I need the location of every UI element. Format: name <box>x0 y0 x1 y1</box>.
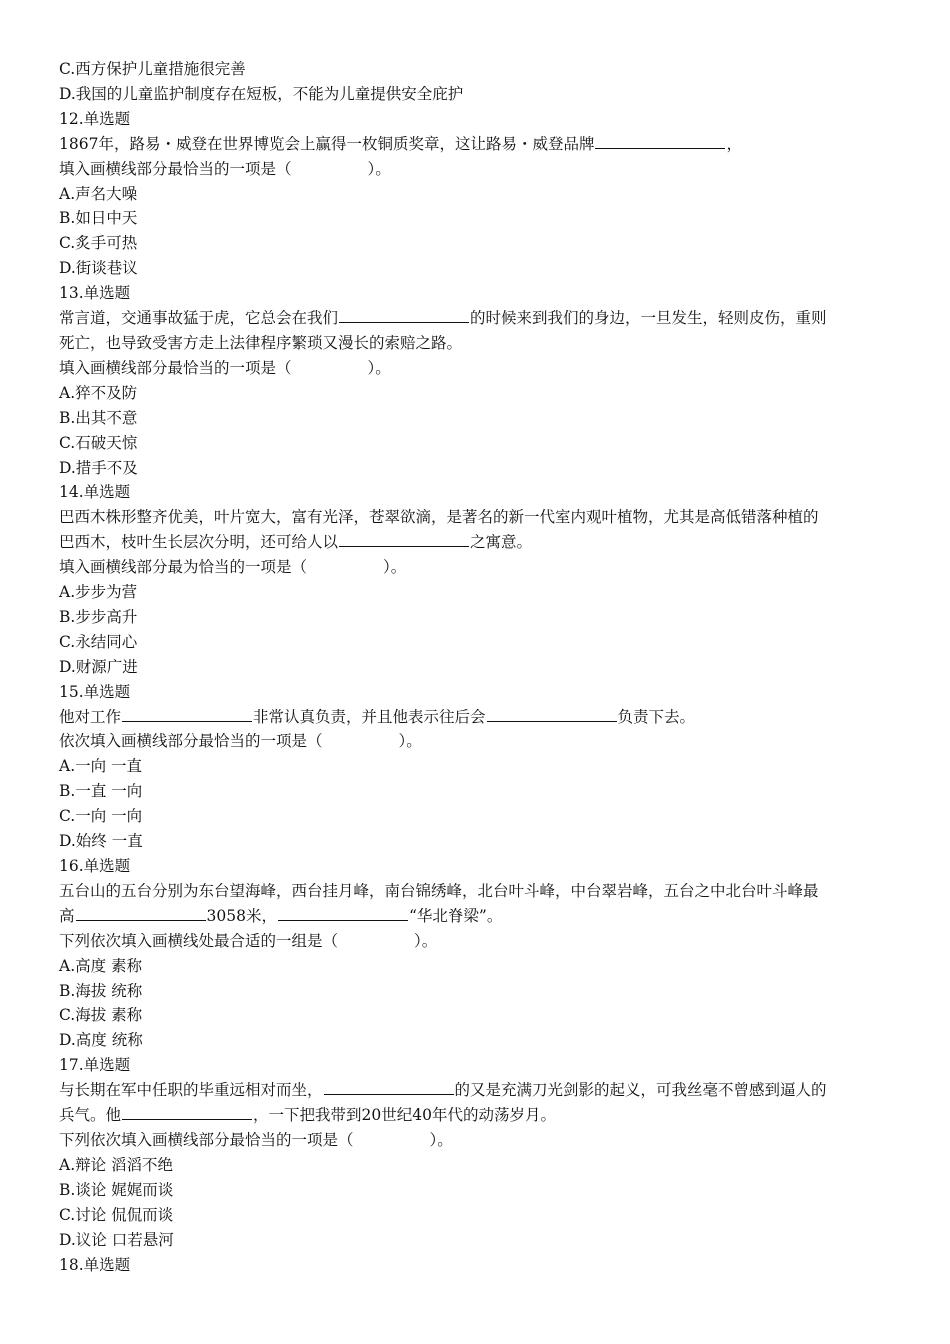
question-17-option-b: B.谈论 娓娓而谈 <box>59 1180 174 1199</box>
stem-text: 他对工作 <box>59 707 122 726</box>
prev-option-d: D.我国的儿童监护制度存在短板，不能为儿童提供安全庇护 <box>59 84 464 103</box>
prompt-text: ）。 <box>367 159 391 178</box>
question-17-option-a: A.辩论 滔滔不绝 <box>59 1155 174 1174</box>
question-14-stem-line1: 巴西木株形整齐优美，叶片宽大，富有光泽，苍翠欲滴，是著名的新一代室内观叶植物，尤其是高低错落种植的 <box>59 508 819 527</box>
question-17-stem-line2 <box>59 1103 891 1128</box>
question-17-stem-line1 <box>59 1078 891 1103</box>
question-type: 单选题 <box>83 1255 131 1274</box>
question-14-prompt <box>59 555 891 580</box>
question-number: 17. <box>59 1056 84 1075</box>
answer-blank <box>76 906 206 921</box>
question-13-option-a: A.猝不及防 <box>59 383 138 402</box>
prompt-text: ）。 <box>429 1130 453 1149</box>
question-16-header <box>59 854 891 879</box>
question-16-stem-line1: 五台山的五台分别为东台望海峰，西台挂月峰，南台锦绣峰，北台叶斗峰，中台翠岩峰，五台之中北台叶斗峰最 <box>59 881 819 900</box>
question-17-option-c: C.讨论 侃侃而谈 <box>59 1205 174 1224</box>
prompt-text: 填入画横线部分最恰当的一项是（ <box>59 358 292 377</box>
stem-text: 非常认真负责，并且他表示往后会 <box>253 707 486 726</box>
question-13-prompt <box>59 356 891 381</box>
prompt-text: 填入画横线部分最恰当的一项是（ <box>59 159 292 178</box>
prompt-text: 下列依次填入画横线处最合适的一组是（ <box>59 931 339 950</box>
prompt-text: ）。 <box>414 931 438 950</box>
stem-text: ，一下把我带到20世纪40年代的动荡岁月。 <box>253 1106 556 1125</box>
question-12-stem <box>59 132 891 157</box>
question-16-option-a: A.高度 素称 <box>59 956 143 975</box>
answer-blank <box>122 707 252 722</box>
question-17-option-d: D.议论 口若悬河 <box>59 1230 174 1249</box>
document-page <box>59 57 891 1277</box>
stem-text: 的又是充满刀光剑影的起义，可我丝毫不曾感到逼人的 <box>454 1081 827 1100</box>
question-16-stem-line2 <box>59 904 891 929</box>
question-13-option-b: B.出其不意 <box>59 408 138 427</box>
question-15-prompt <box>59 729 891 754</box>
stem-text: “华北脊梁”。 <box>408 906 503 925</box>
question-type: 单选题 <box>83 483 131 502</box>
question-17-header <box>59 1053 891 1078</box>
question-type: 单选题 <box>83 857 131 875</box>
question-16-prompt <box>59 929 891 954</box>
prompt-text: ）。 <box>398 732 422 751</box>
answer-blank <box>339 532 469 547</box>
question-12-option-c: C.炙手可热 <box>59 234 138 253</box>
question-13-option-d: D.措手不及 <box>59 458 138 477</box>
stem-text: 高 <box>59 906 75 925</box>
question-12-prompt <box>59 157 891 182</box>
answer-blank <box>122 1105 252 1120</box>
question-15-option-d: D.始终 一直 <box>59 832 143 851</box>
prev-option-c: C.西方保护儿童措施很完善 <box>59 60 246 78</box>
answer-blank <box>339 308 469 323</box>
question-13-stem-line1 <box>59 306 891 331</box>
stem-text: 的时候来到我们的身边，一旦发生，轻则皮伤，重则 <box>470 309 827 328</box>
stem-text: 3058米， <box>206 906 277 925</box>
stem-text: 巴西木，枝叶生长层次分明，还可给人以 <box>59 533 339 552</box>
question-12-header <box>59 107 891 132</box>
question-18-header <box>59 1253 891 1278</box>
stem-text: 负责下去。 <box>617 707 696 726</box>
question-14-option-b: B.步步高升 <box>59 607 138 626</box>
question-14-header <box>59 480 891 505</box>
question-17-prompt <box>59 1128 891 1153</box>
question-type: 单选题 <box>83 1056 131 1075</box>
question-number: 15. <box>59 682 84 701</box>
question-15-header <box>59 680 891 705</box>
question-15-option-a: A.一向 一直 <box>59 757 143 776</box>
question-15-option-b: B.一直 一向 <box>59 782 143 801</box>
question-12-option-d: D.街谈巷议 <box>59 259 138 278</box>
question-number: 18. <box>59 1255 84 1274</box>
prompt-text: ）。 <box>383 558 407 577</box>
question-13-stem-line2: 死亡，也导致受害方走上法律程序繁琐又漫长的索赔之路。 <box>59 333 463 352</box>
stem-text: 之寓意。 <box>470 533 533 552</box>
question-14-stem-line2 <box>59 530 891 555</box>
prompt-text: 下列依次填入画横线部分最恰当的一项是（ <box>59 1130 354 1149</box>
question-13-option-c: C.石破天惊 <box>59 433 138 452</box>
question-13-header <box>59 281 891 306</box>
stem-text: 常言道，交通事故猛于虎，它总会在我们 <box>59 309 339 328</box>
question-type: 单选题 <box>83 682 131 701</box>
question-number: 14. <box>59 483 84 502</box>
question-16-option-b: B.海拔 统称 <box>59 981 143 1000</box>
question-14-option-d: D.财源广进 <box>59 657 138 676</box>
stem-text: 与长期在军中任职的毕重远相对而坐， <box>59 1081 323 1100</box>
prompt-text: 依次填入画横线部分最恰当的一项是（ <box>59 732 323 751</box>
question-16-option-d: D.高度 统称 <box>59 1031 143 1050</box>
question-number: 12. <box>59 109 84 128</box>
answer-blank <box>324 1080 454 1095</box>
question-number: 16. <box>59 857 84 875</box>
question-14-option-c: C.永结同心 <box>59 632 138 651</box>
question-12-option-a: A.声名大噪 <box>59 184 138 203</box>
stem-text: ， <box>726 134 742 153</box>
question-15-stem <box>59 705 891 730</box>
prompt-text: 填入画横线部分最为恰当的一项是（ <box>59 558 308 577</box>
answer-blank <box>487 707 617 722</box>
answer-blank <box>595 134 725 149</box>
prompt-text: ）。 <box>367 358 391 377</box>
question-16-option-c: C.海拔 素称 <box>59 1006 143 1025</box>
stem-text: 兵气。他 <box>59 1106 122 1125</box>
question-number: 13. <box>59 284 84 303</box>
stem-text: 1867年，路易・威登在世界博览会上赢得一枚铜质奖章，这让路易・威登品牌 <box>59 134 595 153</box>
question-12-option-b: B.如日中天 <box>59 209 138 228</box>
question-type: 单选题 <box>83 109 131 128</box>
question-type: 单选题 <box>83 284 131 303</box>
question-14-option-a: A.步步为营 <box>59 583 138 602</box>
question-15-option-c: C.一向 一向 <box>59 807 143 826</box>
answer-blank <box>278 906 408 921</box>
